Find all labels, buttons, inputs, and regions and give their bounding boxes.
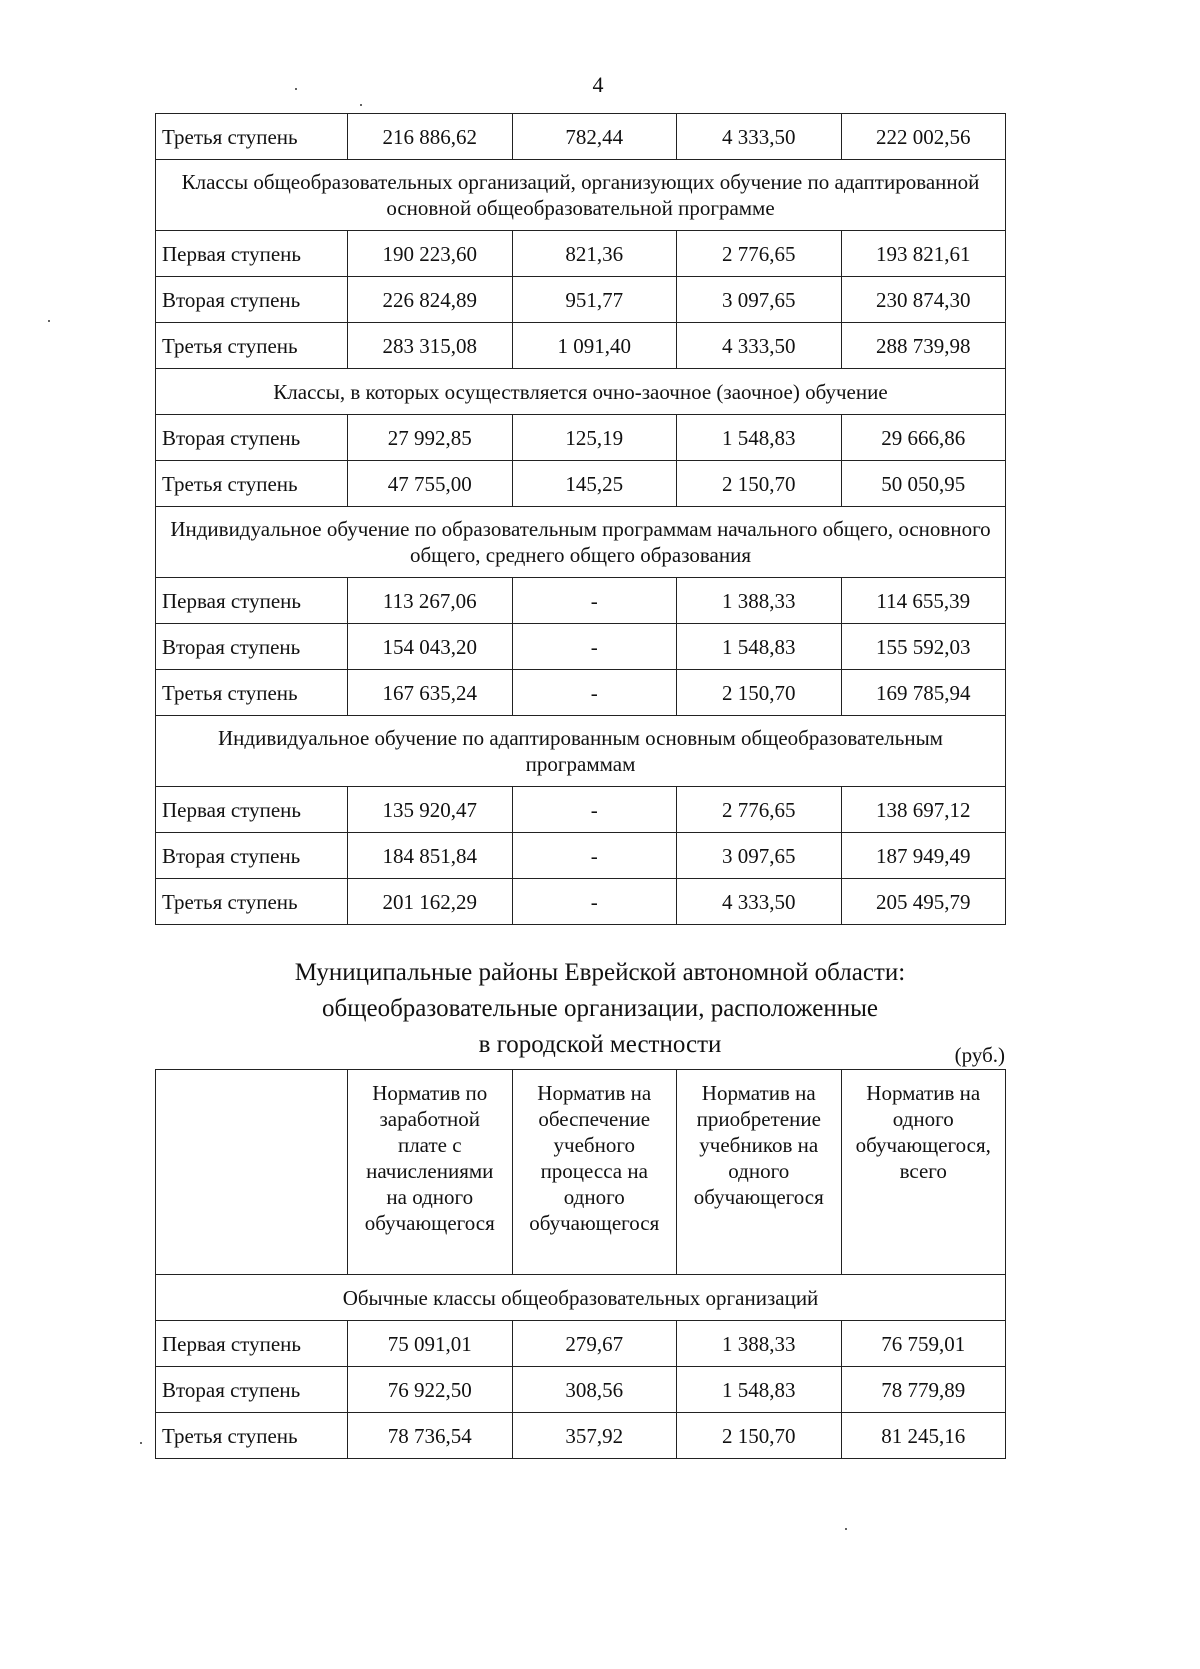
page-number: 4 [592, 72, 604, 97]
value-cell: 76 922,50 [348, 1367, 513, 1413]
level-label: Третья ступень [156, 461, 348, 507]
value-cell: 308,56 [512, 1367, 677, 1413]
value-cell: 50 050,95 [841, 461, 1006, 507]
value-cell: 1 548,83 [677, 415, 842, 461]
value-cell: 201 162,29 [348, 879, 513, 925]
urban-standards-table [155, 1069, 1006, 1459]
value-cell: 190 223,60 [348, 231, 513, 277]
standards-table-continued [155, 113, 1006, 925]
value-cell: 154 043,20 [348, 624, 513, 670]
value-cell: 78 779,89 [841, 1367, 1006, 1413]
value-cell: 76 759,01 [841, 1321, 1006, 1367]
value-cell: 145,25 [512, 461, 677, 507]
level-label: Вторая ступень [156, 415, 348, 461]
table-row [156, 787, 1006, 833]
value-cell: 230 874,30 [841, 277, 1006, 323]
value-cell: 1 548,83 [677, 1367, 842, 1413]
value-cell: 135 920,47 [348, 787, 513, 833]
value-cell: - [512, 879, 677, 925]
section-heading: Классы общеобразовательных организаций, организующих обучение по адаптированной основной общеобразовательной программе [156, 160, 1006, 231]
table-row [156, 624, 1006, 670]
value-cell: 283 315,08 [348, 323, 513, 369]
value-cell: 184 851,84 [348, 833, 513, 879]
value-cell: - [512, 787, 677, 833]
value-cell: 821,36 [512, 231, 677, 277]
value-cell: 279,67 [512, 1321, 677, 1367]
section-title-line: общеобразовательные организации, расположенные [322, 995, 878, 1022]
level-label: Первая ступень [156, 1321, 348, 1367]
scan-speck [140, 1442, 142, 1444]
table-row [156, 670, 1006, 716]
table-row [156, 1367, 1006, 1413]
value-cell: 47 755,00 [348, 461, 513, 507]
value-cell: 75 091,01 [348, 1321, 513, 1367]
value-cell: 193 821,61 [841, 231, 1006, 277]
level-label: Первая ступень [156, 578, 348, 624]
value-cell: 138 697,12 [841, 787, 1006, 833]
table-body [156, 1275, 1006, 1459]
value-cell: 226 824,89 [348, 277, 513, 323]
value-cell: 951,77 [512, 277, 677, 323]
value-cell: 1 091,40 [512, 323, 677, 369]
section-row [156, 1275, 1006, 1321]
table-row [156, 415, 1006, 461]
scan-speck [295, 88, 297, 90]
value-cell: 3 097,65 [677, 833, 842, 879]
header-cell-total: Норматив на одного обучающегося, всего [841, 1070, 1006, 1275]
scan-speck [845, 1528, 847, 1530]
value-cell: 125,19 [512, 415, 677, 461]
level-label: Вторая ступень [156, 624, 348, 670]
value-cell: 782,44 [512, 114, 677, 160]
value-cell: 4 333,50 [677, 323, 842, 369]
level-label: Первая ступень [156, 787, 348, 833]
value-cell: 81 245,16 [841, 1413, 1006, 1459]
table-row [156, 461, 1006, 507]
table-row [156, 578, 1006, 624]
value-cell: 167 635,24 [348, 670, 513, 716]
table-row [156, 231, 1006, 277]
unit-label: (руб.) [954, 1043, 1005, 1067]
value-cell: 222 002,56 [841, 114, 1006, 160]
level-label: Третья ступень [156, 879, 348, 925]
value-cell: 155 592,03 [841, 624, 1006, 670]
scan-speck [360, 104, 362, 106]
value-cell: - [512, 833, 677, 879]
section-heading: Индивидуальное обучение по образовательным программам начального общего, основного общего, среднего общего образования [156, 507, 1006, 578]
value-cell: 205 495,79 [841, 879, 1006, 925]
level-label: Третья ступень [156, 1413, 348, 1459]
level-label: Первая ступень [156, 231, 348, 277]
value-cell: 2 776,65 [677, 231, 842, 277]
level-label: Вторая ступень [156, 1367, 348, 1413]
value-cell: 216 886,62 [348, 114, 513, 160]
section-title-line: Муниципальные районы Еврейской автономной области: [294, 959, 906, 986]
table-row [156, 1321, 1006, 1367]
value-cell: 169 785,94 [841, 670, 1006, 716]
table-row [156, 323, 1006, 369]
section-heading: Обычные классы общеобразовательных организаций [156, 1275, 1006, 1321]
header-cell-process: Норматив на обеспечение учебного процесса на одного обучающегося [512, 1070, 677, 1275]
value-cell: - [512, 578, 677, 624]
value-cell: 4 333,50 [677, 879, 842, 925]
section-title-line: в городской местности [478, 1031, 722, 1058]
value-cell: 187 949,49 [841, 833, 1006, 879]
level-label: Третья ступень [156, 670, 348, 716]
value-cell: 27 992,85 [348, 415, 513, 461]
scan-speck [48, 320, 50, 322]
section-row [156, 369, 1006, 415]
header-row [156, 1070, 1006, 1275]
table-row [156, 1413, 1006, 1459]
value-cell: 288 739,98 [841, 323, 1006, 369]
value-cell: 2 150,70 [677, 1413, 842, 1459]
level-label: Третья ступень [156, 323, 348, 369]
table-row [156, 833, 1006, 879]
value-cell: 1 388,33 [677, 1321, 842, 1367]
value-cell: 113 267,06 [348, 578, 513, 624]
section-row [156, 716, 1006, 787]
value-cell: 3 097,65 [677, 277, 842, 323]
value-cell: - [512, 670, 677, 716]
level-label: Вторая ступень [156, 277, 348, 323]
section-row [156, 160, 1006, 231]
table-body [156, 114, 1006, 925]
value-cell: 78 736,54 [348, 1413, 513, 1459]
level-label: Вторая ступень [156, 833, 348, 879]
header-cell-textbooks: Норматив на приобретение учебников на одного обучающегося [677, 1070, 842, 1275]
value-cell: 1 548,83 [677, 624, 842, 670]
header-cell-salary: Норматив по заработной плате с начислениями на одного обучающегося [348, 1070, 513, 1275]
table-row [156, 879, 1006, 925]
table-row [156, 114, 1006, 160]
table-row [156, 277, 1006, 323]
value-cell: 29 666,86 [841, 415, 1006, 461]
value-cell: 4 333,50 [677, 114, 842, 160]
value-cell: 357,92 [512, 1413, 677, 1459]
header-cell-empty [156, 1070, 348, 1275]
value-cell: 2 150,70 [677, 670, 842, 716]
value-cell: 114 655,39 [841, 578, 1006, 624]
section-heading: Индивидуальное обучение по адаптированным основным общеобразовательным программам [156, 716, 1006, 787]
value-cell: - [512, 624, 677, 670]
section-heading: Классы, в которых осуществляется очно-заочное (заочное) обучение [156, 369, 1006, 415]
section-row [156, 507, 1006, 578]
value-cell: 1 388,33 [677, 578, 842, 624]
value-cell: 2 776,65 [677, 787, 842, 833]
value-cell: 2 150,70 [677, 461, 842, 507]
level-label: Третья ступень [156, 114, 348, 160]
